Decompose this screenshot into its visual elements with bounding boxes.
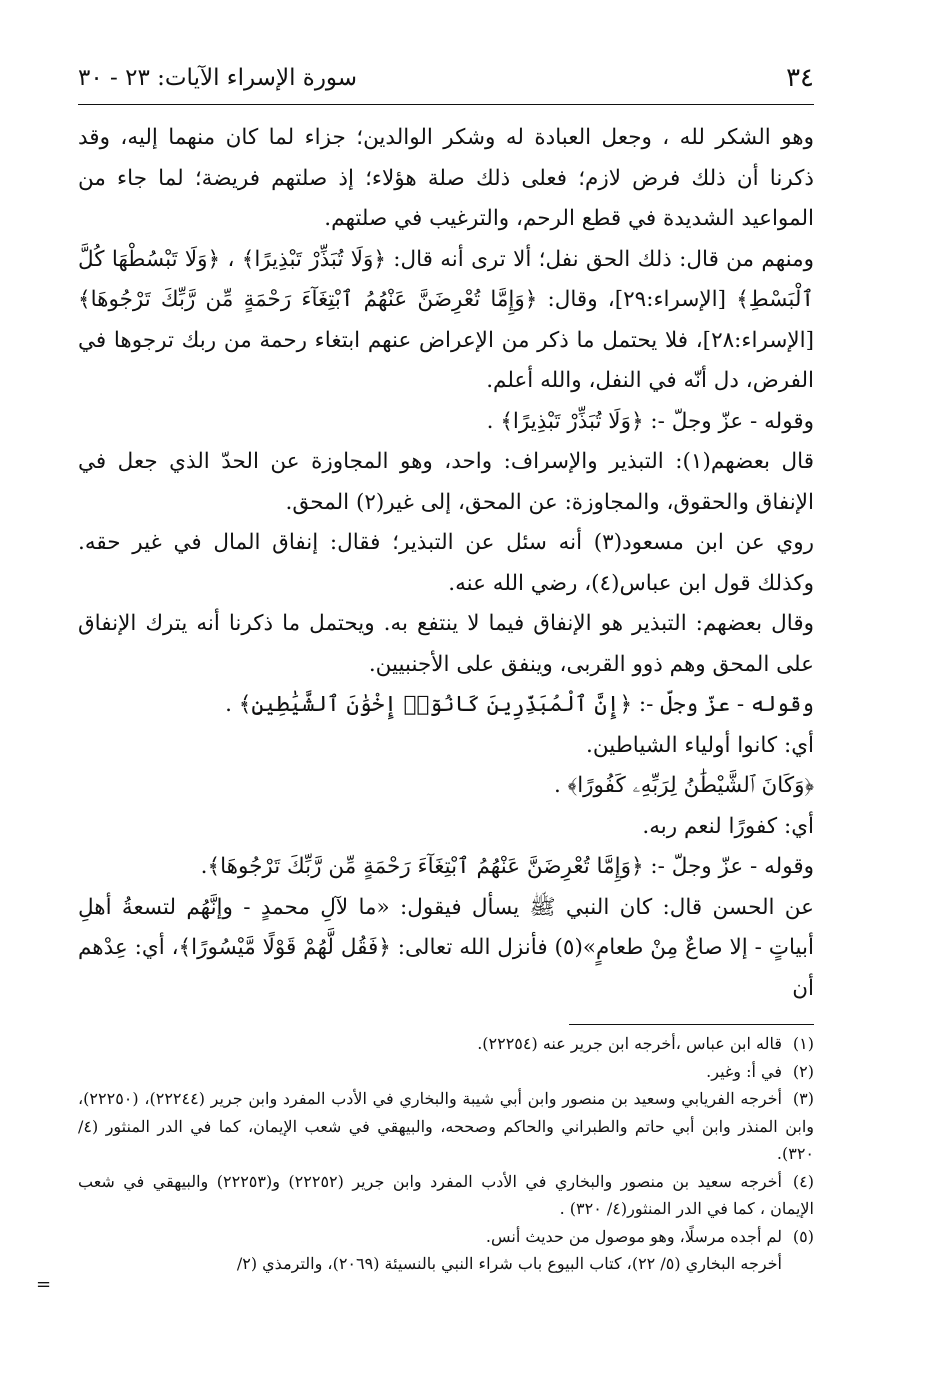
paragraph: ﴿وَكَانَ ٱلشَّيْطَٰنُ لِرَبِّهِۦ كَفُورًا﴾ . bbox=[554, 773, 814, 798]
paragraph: وهو الشكر لله ، وجعل العبادة له وشكر الوالدين؛ جزاء لما كان منهما إليه، وقد ذكرنا أن ذلك فرض لازم؛ فعلى ذلك صلة هؤلاء؛ إذ صلتهم فريضة؛ لما جاء من المواعيد الشديدة في قطع الرحم، والترغيب في صلتهم. bbox=[78, 125, 814, 231]
footnote-text: أخرجه الفريابي وسعيد بن منصور وابن أبي شيبة والبخاري في الأدب المفرد وابن جرير (٢٢٢٤٤)، (٢٢٢٥٠)، وابن المنذر وابن أبي حاتم والطبراني والحاكم وصححه، والبيهقي في شعب الإيمان، كما في الدر المنثور (٤/ ٣٢٠). bbox=[78, 1089, 814, 1163]
footnote-text: أخرجه سعيد بن منصور والبخاري في الأدب المفرد وابن جرير (٢٢٢٥٢) و(٢٢٢٥٣) والبيهقي في شعب الإيمان ، كما في الدر المنثور(٤/ ٣٢٠) . bbox=[78, 1171, 814, 1218]
running-title: سورة الإسراء الآيات: ٢٣ - ٣٠ bbox=[78, 65, 358, 91]
main-text bbox=[78, 118, 814, 1009]
footnote-number: (٤) bbox=[792, 1171, 814, 1191]
footnote-number: (٥) bbox=[792, 1226, 814, 1246]
paragraph: وقال بعضهم: التبذير هو الإنفاق فيما لا ينتفع به. ويحتمل ما ذكرنا أنه يترك الإنفاق على المحق وهم ذوو القربى، وينفق على الأجنبيين. bbox=[78, 611, 814, 677]
footnote-number: (١) bbox=[792, 1034, 814, 1053]
footnote-number: (٢) bbox=[792, 1061, 814, 1081]
paragraph: أي: كفورًا لنعم ربه. bbox=[642, 813, 814, 839]
footnote-text: لم أجده مرسلًا، وهو موصول من حديث أنس. bbox=[485, 1226, 782, 1246]
paragraph: وقوله - عزّ وجلّ -: ﴿وَإِمَّا تُعْرِضَنَّ عَنْهُمُ ٱبْتِغَآءَ رَحْمَةٍ مِّن رَّبِّكَ تَرْجُوهَا﴾. bbox=[200, 854, 814, 879]
footnotes bbox=[78, 1030, 814, 1278]
paragraph: أي: كانوا أولياء الشياطين. bbox=[586, 732, 814, 758]
paragraph: عن الحسن قال: كان النبي ﷺ يسأل فيقول: «ما لآلِ محمدٍ - وإنَّهُم لتسعةُ أهلِ أبياتٍ - إلا صاعٌ مِنْ طعامٍ»(٥) فأنزل الله تعالى: ﴿فَقُل لَّهُمْ قَوْلًا مَّيْسُورًا﴾، أي: عِدْهم أن bbox=[78, 894, 814, 1001]
footnote bbox=[78, 1058, 814, 1086]
page-number: ٣٤ bbox=[786, 63, 814, 93]
paragraph: وقوله - عزّ وجلّ -: ﴿وَلَا تُبَذِّرْ تَبْذِيرًا﴾ . bbox=[486, 408, 814, 434]
paragraph: وقوله - عزّ وجلّ -: ﴿إِنَّ ٱلْمُبَذِّرِينَ كَانُوٓا۟ إِخْوَٰنَ ٱلشَّيَٰطِينِ﴾ . bbox=[225, 692, 814, 717]
footnote-text: في أ: وغير. bbox=[706, 1061, 782, 1081]
paragraph: ومنهم من قال: ذلك الحق نفل؛ ألا ترى أنه قال: ﴿وَلَا تُبَذِّرْ تَبْذِيرًا﴾ ، ﴿وَلَا تَبْسُطْهَا كُلَّ ٱلْبَسْطِ﴾ [الإسراء:٢٩]، وقال: ﴿وَإِمَّا تُعْرِضَنَّ عَنْهُمُ ٱبْتِغَآءَ رَحْمَةٍ مِّن رَّبِّكَ تَرْجُوهَا﴾ [الإسراء:٢٨]، فلا يحتمل ما ذكر من الإعراض عنهم ابتغاء رحمة من ربك ترجوها في الفرض، دل أنّه في النفل، والله أعلم. bbox=[78, 246, 815, 393]
footnote-continuation: أخرجه البخاري (٥/ ٢٢)، كتاب البيوع باب شراء النبي بالنسيئة (٢٠٦٩)، والترمذي (٢/ bbox=[236, 1254, 782, 1273]
footnote-number: (٣) bbox=[792, 1089, 814, 1108]
footnote bbox=[78, 1030, 814, 1058]
header-rule bbox=[78, 104, 814, 105]
page-header bbox=[78, 58, 814, 98]
footnote bbox=[78, 1085, 814, 1168]
footnote bbox=[78, 1168, 814, 1223]
paragraph: روي عن ابن مسعود(٣) أنه سئل عن التبذير؛ فقال: إنفاق المال في غير حقه. وكذلك قول ابن عباس(٤)، رضي الله عنه. bbox=[78, 530, 814, 596]
footnote-rule bbox=[569, 1024, 814, 1025]
footnote bbox=[78, 1223, 814, 1251]
footnote-text: قاله ابن عباس ،أخرجه ابن جرير عنه (٢٢٢٥٤). bbox=[477, 1034, 782, 1053]
continuation-mark: = bbox=[36, 1274, 52, 1295]
paragraph: قال بعضهم(١): التبذير والإسراف: واحد، وهو المجاوزة عن الحدّ الذي جعل في الإنفاق والحقوق، والمجاوزة: عن المحق، إلى غير(٢) المحق. bbox=[78, 449, 814, 515]
